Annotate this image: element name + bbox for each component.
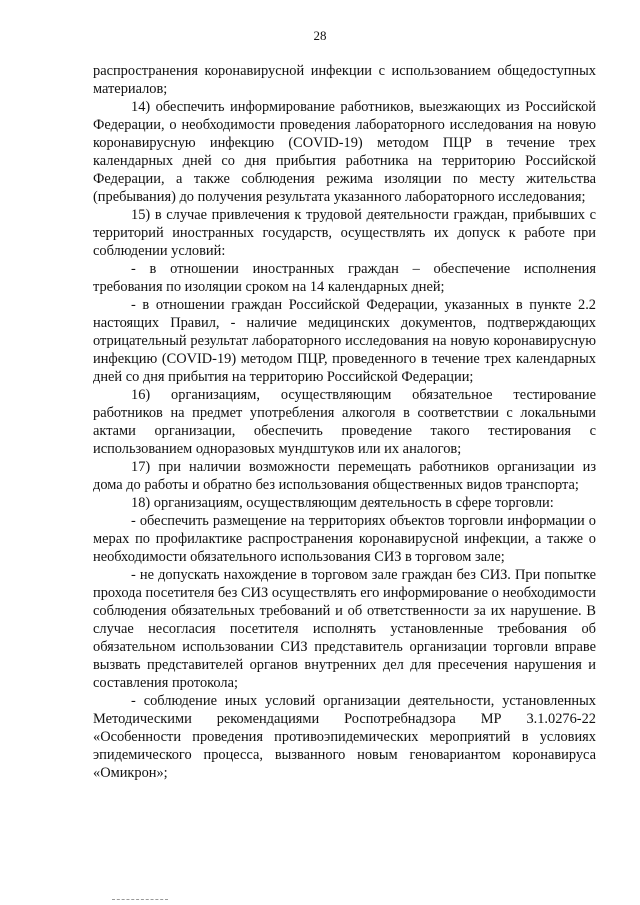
paragraph: - не допускать нахождение в торговом зале граждан без СИЗ. При попытке прохода посетителя без СИЗ осуществлять его информирование о необходимости соблюдения обязательных требований и об ответственности за их нарушение. В случае несогласия посетителя исполнять установленные требования об обязательном использовании СИЗ представитель организации торговли вправе вызвать представителей органов внутренних дел для пресечения нарушения и составления протокола;: [93, 567, 596, 691]
paragraph: 18) организациям, осуществляющим деятельность в сфере торговли:: [131, 495, 554, 511]
paragraph: - обеспечить размещение на территориях объектов торговли информации о мерах по профилактике распространения коронавирусной инфекции, а также о необходимости обязательного использования СИЗ в торговом зале;: [93, 513, 596, 565]
paragraph: - соблюдение иных условий организации деятельности, установленных Методическими рекомендациями Роспотребнадзора МР 3.1.0276-22 «Особенности проведения противоэпидемических мероприятий в условиях эпидемического процесса, вызванного новым геновариантом коронавируса «Омикрон»;: [93, 693, 596, 781]
paragraph: - в отношении иностранных граждан – обеспечение исполнения требования по изоляции сроком на 14 календарных дней;: [93, 261, 596, 295]
paragraph: 14) обеспечить информирование работников, выезжающих из Российской Федерации, о необходимости проведения лабораторного исследования на новую коронавирусную инфекцию (COVID-19) методом ПЦР в течение трех календарных дней со дня прибытия работника на территорию Российской Федерации, а также соблюдения режима изоляции по месту жительства (пребывания) до получения результата указанного лабораторного исследования;: [93, 99, 596, 205]
paragraph: 16) организациям, осуществляющим обязательное тестирование работников на предмет употребления алкоголя в соответствии с локальными актами организации, обеспечить проведение такого тестирования с использованием одноразовых мундштуков или их аналогов;: [93, 387, 596, 457]
scan-artifact-line: [112, 899, 168, 901]
document-body: [93, 62, 596, 782]
paragraph: 15) в случае привлечения к трудовой деятельности граждан, прибывших с территорий иностранных государств, осуществлять их допуск к работе при соблюдении условий:: [93, 207, 596, 259]
page-number: 28: [313, 28, 327, 43]
paragraph: распространения коронавирусной инфекции с использованием общедоступных материалов;: [93, 63, 596, 97]
paragraph: - в отношении граждан Российской Федерации, указанных в пункте 2.2 настоящих Правил, - наличие медицинских документов, подтверждающих отрицательный результат лабораторного исследования на новую коронавирусную инфекцию (COVID-19) методом ПЦР, проведенного в течение трех календарных дней со дня прибытия на территорию Российской Федерации;: [93, 297, 596, 385]
paragraph: 17) при наличии возможности перемещать работников организации из дома до работы и обратно без использования общественных видов транспорта;: [93, 459, 596, 493]
